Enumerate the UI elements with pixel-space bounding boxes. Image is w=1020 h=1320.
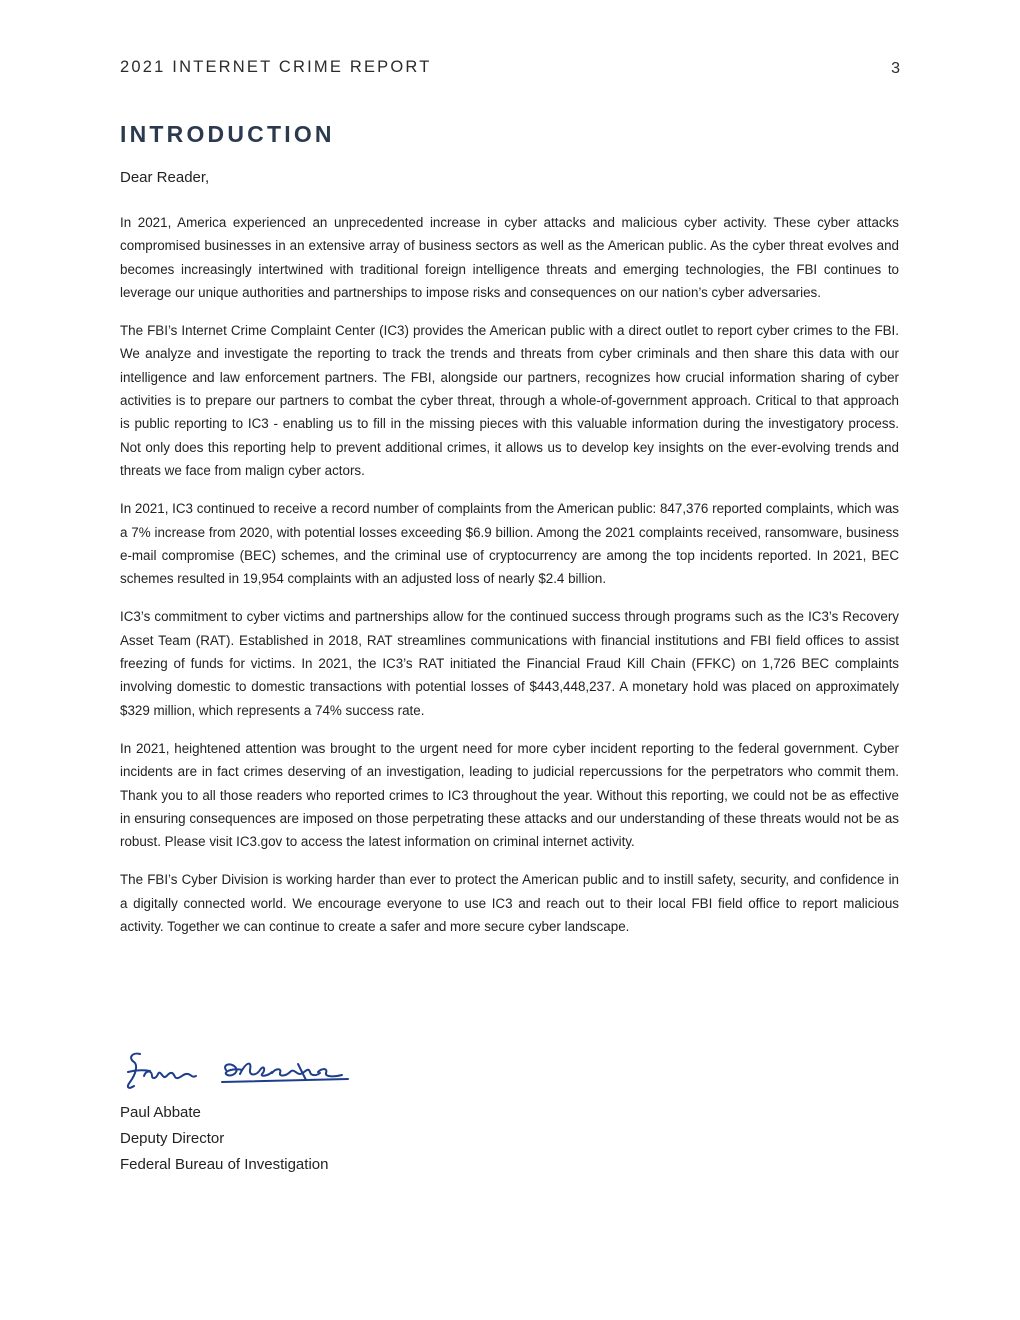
- salutation: Dear Reader,: [120, 169, 210, 186]
- section-title: INTRODUCTION: [120, 121, 335, 147]
- signer-title: Deputy Director: [120, 1130, 225, 1147]
- paragraph: The FBI’s Internet Crime Complaint Center (IC3) provides the American public with a direct outlet to report cyber crimes to the FBI. We analyze and investigate the reporting to track the trends and threats from cyber criminals and then share this data with our intelligence and law enforcement partners. The FBI, alongside our partners, recognizes how crucial information sharing of cyber activities is to prepare our partners to combat the cyber threat, through a whole-of-government approach. Critical to that approach is public reporting to IC3 - enabling us to fill in the missing pieces with this valuable information during the investigatory process. Not only does this reporting help to prevent additional crimes, it allows us to develop key insights on the ever-evolving trends and threats we face from malign cyber actors.: [120, 323, 899, 478]
- signer-name: Paul Abbate: [120, 1104, 201, 1121]
- report-title: 2021 INTERNET CRIME REPORT: [120, 58, 432, 76]
- page-number: 3: [891, 60, 900, 77]
- paragraph: In 2021, America experienced an unprecedented increase in cyber attacks and malicious cyber activity. These cyber attacks compromised businesses in an extensive array of business sectors as well as the American public. As the cyber threat evolves and becomes increasingly intertwined with traditional foreign intelligence threats and emerging technologies, the FBI continues to leverage our unique authorities and partnerships to impose risks and consequences on our nation’s cyber adversaries.: [120, 215, 899, 300]
- paragraph: In 2021, IC3 continued to receive a record number of complaints from the American public: 847,376 reported complaints, which was a 7% increase from 2020, with potential losses exceeding $6.9 billion. Among the 2021 complaints received, ransomware, business e-mail compromise (BEC) schemes, and the criminal use of cryptocurrency are among the top incidents reported. In 2021, BEC schemes resulted in 19,954 complaints with an adjusted loss of nearly $2.4 billion.: [120, 501, 899, 587]
- handwritten-signature: [122, 1046, 362, 1096]
- paragraph: The FBI’s Cyber Division is working harder than ever to protect the American public and to instill safety, security, and confidence in a digitally connected world. We encourage everyone to use IC3 and reach out to their local FBI field office to report malicious activity. Together we can continue to create a safer and more secure cyber landscape.: [120, 872, 899, 935]
- paragraph: IC3’s commitment to cyber victims and partnerships allow for the continued success through programs such as the IC3’s Recovery Asset Team (RAT). Established in 2018, RAT streamlines communications with financial institutions and FBI field offices to assist freezing of funds for victims. In 2021, the IC3’s RAT initiated the Financial Fraud Kill Chain (FFKC) on 1,726 BEC complaints involving domestic to domestic transactions with potential losses of $443,448,237. A monetary hold was placed on approximately $329 million, which represents a 74% success rate.: [120, 609, 899, 718]
- paragraph: In 2021, heightened attention was brought to the urgent need for more cyber incident reporting to the federal government. Cyber incidents are in fact crimes deserving of an investigation, leading to judicial repercussions for the perpetrators who commit them. Thank you to all those readers who reported crimes to IC3 throughout the year. Without this reporting, we could not be as effective in ensuring consequences are imposed on those perpetrating these attacks and our understanding of these threats would not be as robust. Please visit IC3.gov to access the latest information on criminal internet activity.: [120, 740, 899, 850]
- signer-organization: Federal Bureau of Investigation: [120, 1156, 329, 1173]
- signer-block: [120, 1100, 328, 1178]
- page-header: [120, 58, 900, 82]
- letter-body: [120, 211, 899, 953]
